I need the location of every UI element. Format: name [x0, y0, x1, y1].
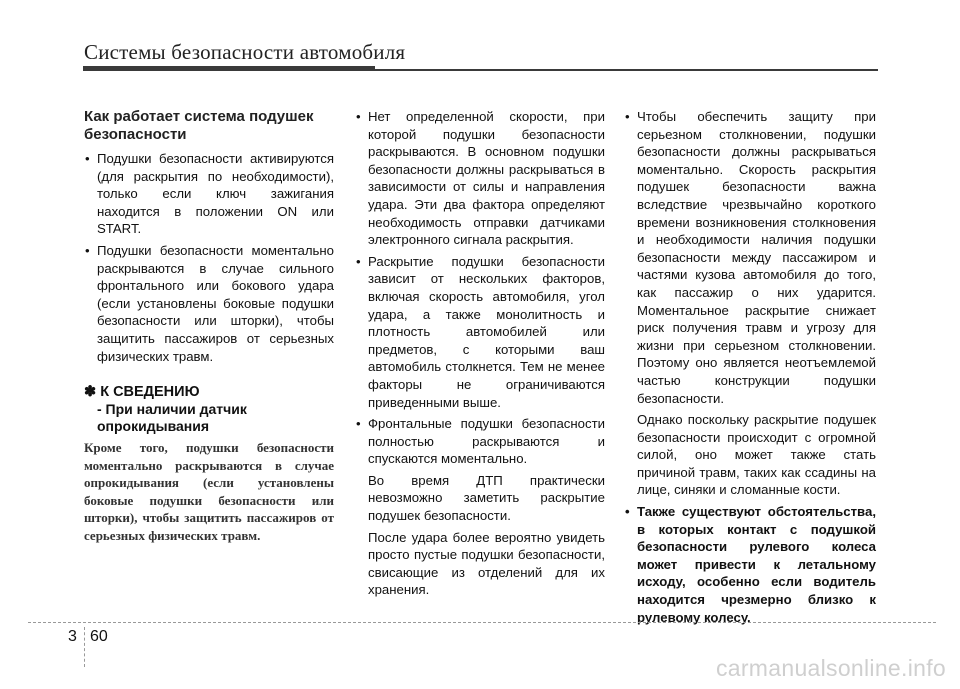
paragraph: После удара более вероятно увидеть просто пустые подушки безопасности, свисающие из отделений для их хранения.: [368, 529, 605, 598]
page-header-title: Системы безопасности автомобиля: [84, 40, 406, 64]
bullet-list: [624, 108, 876, 407]
list-item: • Чтобы обеспечить защиту при серьезном столкновении, подушки безопасности должны раскрываться моментально. Скорость раскрытия подушек безопасности важна вследствие чрезвычайно короткого времени возникновения столкновения и необходимости наличия подушки безопасности между пассажиром и частями кузова автомобиля до того, как пассажир о них ударится. Моментальное раскрытие снижает риск получения травм и угрозу для жизни при серьезном столкновении. Поэтому оно является неотъемлемой частью конструкции подушки безопасности.: [624, 108, 876, 407]
bullet-list: [624, 503, 876, 626]
list-item: • Раскрытие подушки безопасности зависит от нескольких факторов, включая скорость автомобиля, угол удара, а также монолитность и плотность автомобилей или предметов, с которыми ваш автомобиль столкнется. Тем не менее факторы не ограничиваются приведенными выше.: [355, 253, 605, 411]
list-item: • Подушки безопасности моментально раскрываются в случае сильного фронтального или бокового удара (если установлены боковые подушки безопасности или шторки), чтобы защитить пассажиров от серьезных физических травм.: [84, 242, 334, 365]
column-1: [84, 108, 334, 544]
header-rule-thin: [375, 69, 878, 71]
column-2: [355, 108, 605, 603]
paragraph: Во время ДТП практически невозможно заметить раскрытие подушек безопасности.: [368, 472, 605, 524]
section-number: 3: [68, 628, 77, 645]
watermark: carmanualsonline.info: [715, 655, 946, 681]
caution-subtitle: - При наличии датчик опрокидывания: [97, 401, 247, 435]
caution-star-icon: ✽: [84, 384, 97, 401]
paragraph: Однако поскольку раскрытие подушек безопасности происходит с огромной силой, оно может также стать причиной травм, таких как ссадины на лице, синяки и сломанные кости.: [637, 412, 876, 498]
header-rule-thick: [83, 66, 375, 71]
page-number: 60: [90, 628, 108, 645]
column-3: [624, 108, 876, 630]
list-item: • Фронтальные подушки безопасности полностью раскрываются и спускаются моментально.: [355, 415, 605, 468]
list-item-warning: • Также существуют обстоятельства, в которых контакт с подушкой безопасности рулевого колеса может привести к летальному исходу, особенно если водитель находится чрезмерно близко к рулевому колесу.: [624, 503, 876, 626]
caution-title: К СВЕДЕНИЮ: [100, 384, 200, 401]
list-item: • Подушки безопасности активируются (для раскрытия по необходимости), только если ключ зажигания находится в положении ON или START.: [84, 150, 334, 238]
section-heading: Как работает система подушек безопасности: [84, 108, 314, 143]
caution-heading: [84, 383, 334, 401]
footer-divider: [28, 622, 936, 623]
caution-body: Кроме того, подушки безопасности моментально раскрываются в случае опрокидывания (если установлены боковые подушки безопасности или шторки), чтобы защитить пассажиров от серьезных физических травм.: [84, 440, 334, 543]
bullet-list: [84, 150, 334, 365]
list-item: • Нет определенной скорости, при которой подушки безопасности раскрываются. В основном подушки безопасности должны раскрываться в зависимости от силы и направления удара. Эти два фактора определяют необходимость отправки датчиками электронного сигнала раскрытия.: [355, 108, 605, 249]
bullet-list: [355, 108, 605, 468]
page-number-separator: [84, 627, 85, 667]
